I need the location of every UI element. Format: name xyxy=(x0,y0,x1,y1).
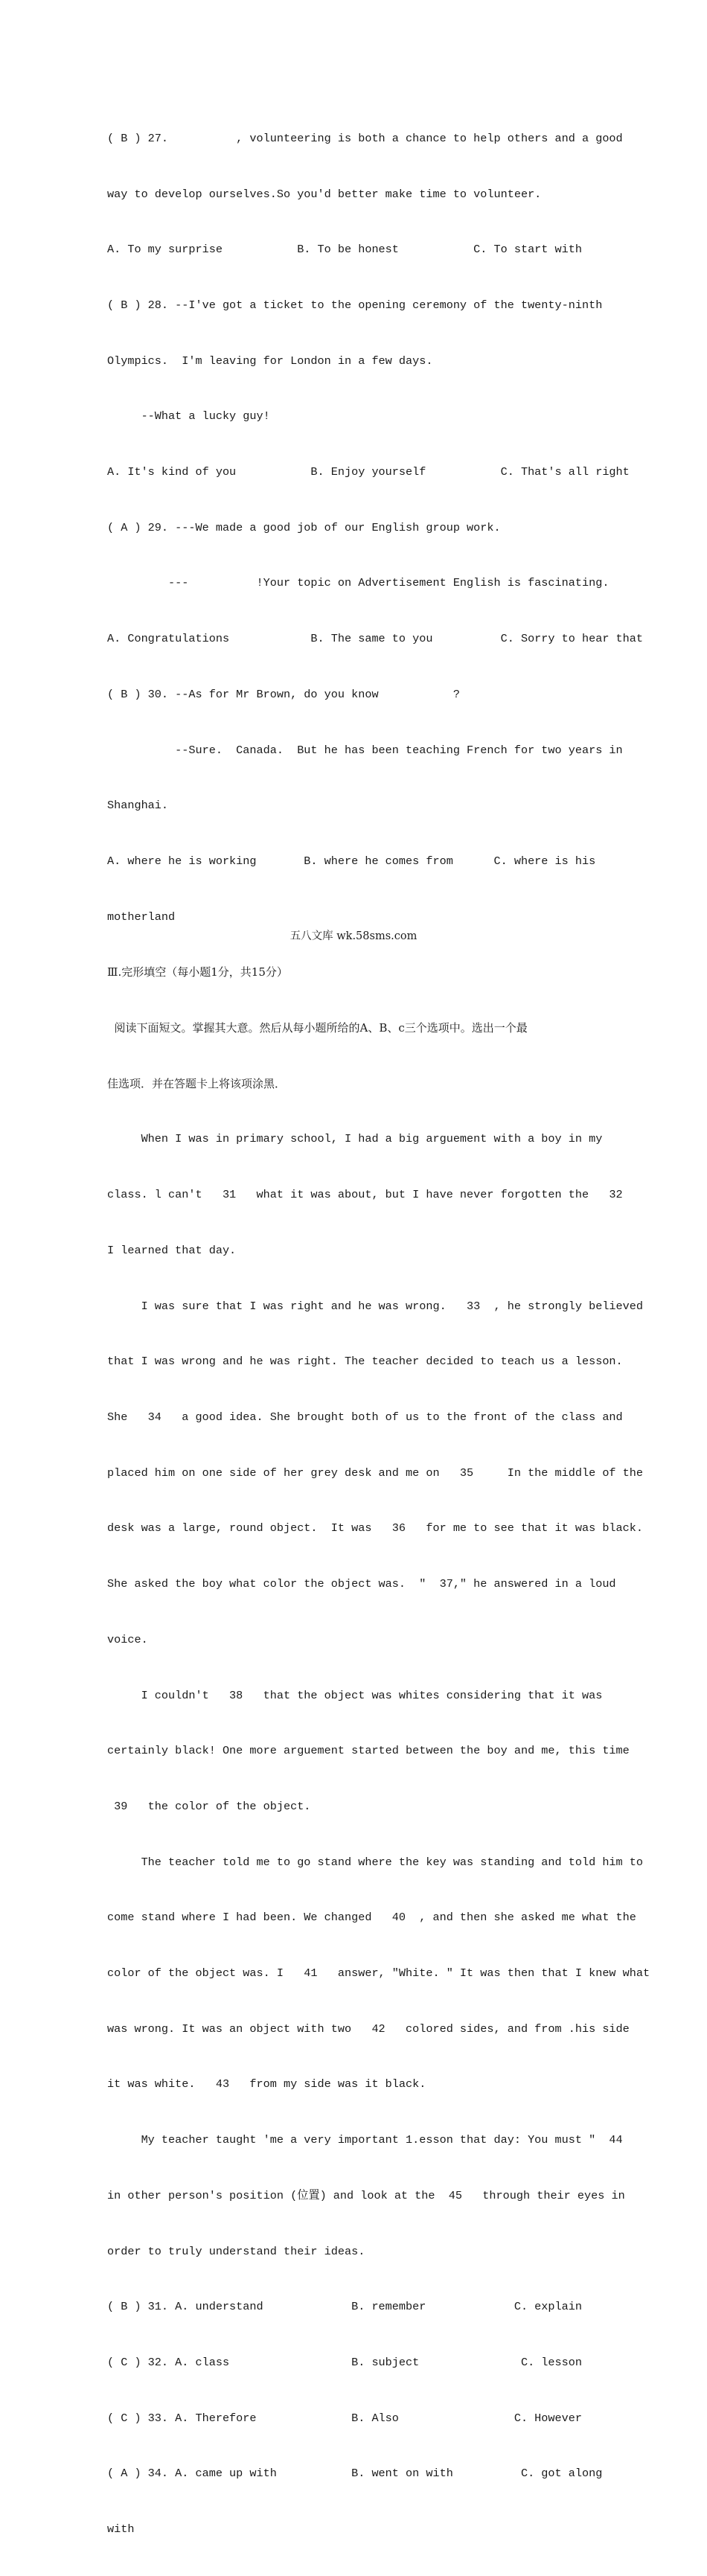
passage-line: certainly black! One more arguement started between the boy and me, this time xyxy=(107,1744,630,1758)
instruction-line: 佳选项．并在答题卡上将该项涂黑． xyxy=(107,1076,287,1090)
passage-line: voice. xyxy=(107,1632,148,1646)
text-line: A. It's kind of you B. Enjoy yourself C. That's all right xyxy=(107,465,630,479)
option-row: ( A ) 34. A. came up with B. went on with C. got along xyxy=(107,2467,603,2481)
option-row: ( C ) 33. A. Therefore B. Also C. However xyxy=(107,2411,582,2425)
text-line: motherland xyxy=(107,910,176,924)
passage-line: placed him on one side of her grey desk and me on 35 In the middle of the xyxy=(107,1466,644,1480)
text-line: A. where he is working B. where he comes from C. where is his xyxy=(107,854,596,868)
text-line: way to develop ourselves.So you'd better make time to volunteer. xyxy=(107,187,542,201)
text-line: ( A ) 29. ---We made a good job of our English group work. xyxy=(107,520,501,534)
text-line: A. To my surprise B. To be honest C. To start with xyxy=(107,243,582,257)
text-line: --Sure. Canada. But he has been teaching French for two years in xyxy=(107,743,623,757)
passage-line: color of the object was. I 41 answer, "White. ″ It was then that I knew what xyxy=(107,1966,650,1981)
option-row: with xyxy=(107,2522,135,2537)
passage-line: class. l can't 31 what it was about, but I have never forgotten the 32 xyxy=(107,1188,623,1202)
text-line: ( B ) 28. --I've got a ticket to the opening ceremony of the twenty-ninth xyxy=(107,298,603,312)
text-line: Olympics. I'm leaving for London in a few days. xyxy=(107,354,433,368)
passage-line: order to truly understand their ideas. xyxy=(107,2244,365,2258)
passage-line: She asked the boy what color the object was. ″ 37,″ he answered in a loud xyxy=(107,1577,616,1591)
passage-line: come stand where I had been. We changed 40 , and then she asked me what the xyxy=(107,1911,636,1925)
passage-line: it was white. 43 from my side was it black. xyxy=(107,2077,426,2091)
text-line: --- !Your topic on Advertisement English is fascinating. xyxy=(107,576,610,590)
text-line: --What a lucky guy! xyxy=(107,409,270,424)
passage-line: I couldn't 38 that the object was whites considering that it was xyxy=(107,1688,603,1702)
passage-line: that I was wrong and he was right. The teacher decided to teach us a lesson. xyxy=(107,1355,623,1369)
passage-line: I learned that day. xyxy=(107,1243,237,1257)
passage-line: I was sure that I was right and he was wrong. 33 , he strongly believed xyxy=(107,1299,644,1313)
passage-line: desk was a large, round object. It was 36 for me to see that it was black. xyxy=(107,1521,644,1535)
text-line: Shanghai. xyxy=(107,799,169,813)
passage-line: She 34 a good idea. She brought both of us to the front of the class and xyxy=(107,1410,623,1424)
passage-line: The teacher told me to go stand where the key was standing and told him to xyxy=(107,1855,644,1869)
option-row: ( B ) 31. A. understand B. remember C. explain xyxy=(107,2300,582,2314)
passage-line: When I was in primary school, I had a big arguement with a boy in my xyxy=(107,1132,603,1146)
passage-line: in other person's position (位置) and look at the 45 through their eyes in xyxy=(107,2188,625,2202)
passage-line: was wrong. It was an object with two 42 colored sides, and from .his side xyxy=(107,2022,630,2036)
text-line: ( B ) 30. --As for Mr Brown, do you know ? xyxy=(107,687,460,701)
instruction-line: 阅读下面短文。掌握其大意。然后从每小题所给的A、B、c三个选项中。选出一个最 xyxy=(107,1021,528,1035)
document-body xyxy=(107,92,650,2576)
section-heading: Ⅲ.完形填空（每小题1分，共15分） xyxy=(107,965,288,979)
text-line: A. Congratulations B. The same to you C. Sorry to hear that xyxy=(107,632,644,646)
passage-line: 39 the color of the object. xyxy=(107,1799,311,1813)
passage-line: My teacher taught 'me a very important 1.esson that day: You must ″ 44 xyxy=(107,2133,623,2147)
option-row: ( C ) 32. A. class B. subject C. lesson xyxy=(107,2355,582,2369)
page-footer: 五八文库 wk.58sms.com xyxy=(289,930,418,942)
text-line: ( B ) 27. , volunteering is both a chance to help others and a good xyxy=(107,131,623,145)
